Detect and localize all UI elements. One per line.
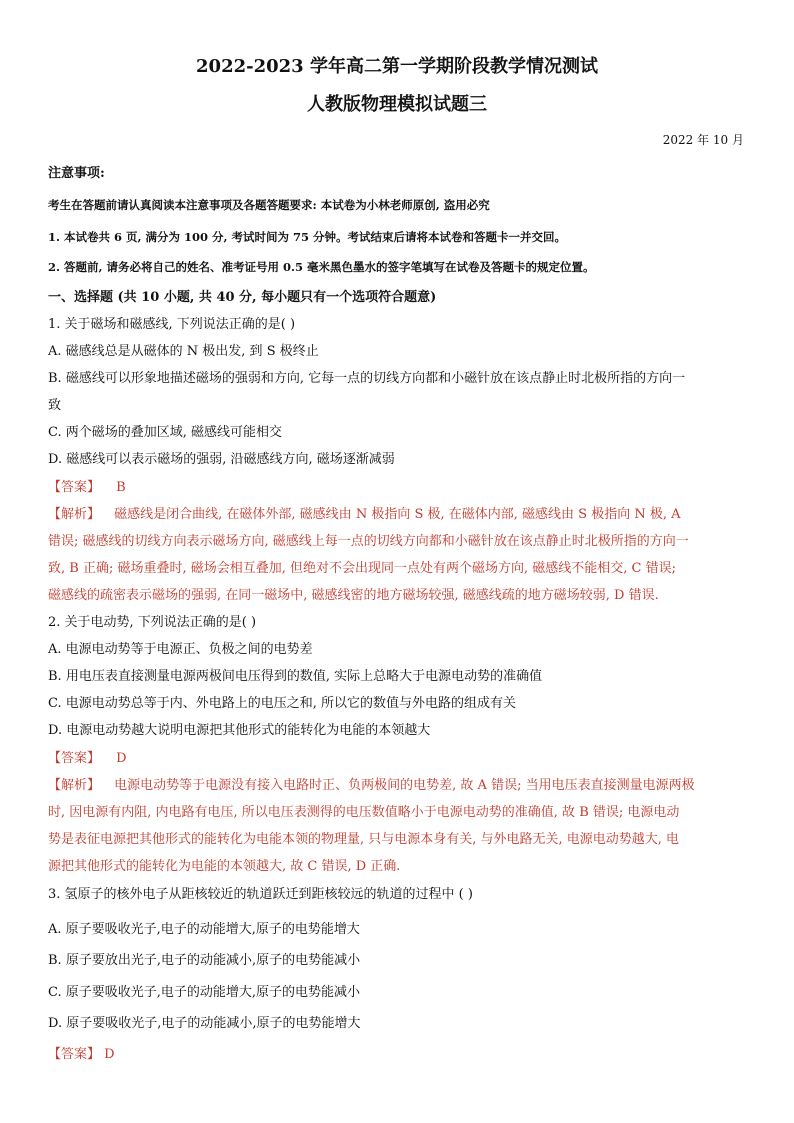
q1-analysis-line1 xyxy=(48,506,748,524)
q3-option-b: B. 原子要放出光子,电子的动能减小,原子的电势能减小 xyxy=(48,953,361,968)
q2-analysis-line2: 时, 因电源有内阻, 内电路有电压, 所以电压表测得的电压数值略小于电源电动势的准确值, 故 B 错误; 电源电动 xyxy=(48,805,680,820)
notice-line-2: 2. 答题前, 请务必将自己的姓名、准考证号用 0.5 毫米黑色墨水的签字笔填写在试卷及答题卡的规定位置。 xyxy=(48,260,595,274)
q1-stem: 1. 关于磁场和磁感线, 下列说法正确的是( ) xyxy=(48,317,296,332)
q1-option-b-line1: B. 磁感线可以形象地描述磁场的强弱和方向, 它每一点的切线方向都和小磁针放在该点静止时北极所指的方向一 xyxy=(48,371,686,386)
analysis-label: 【解析】 xyxy=(48,778,101,793)
answer-label: 【答案】 xyxy=(48,480,101,495)
q1-option-a: A. 磁感线总是从磁体的 N 极出发, 到 S 极终止 xyxy=(48,344,319,359)
notice-line-1: 1. 本试卷共 6 页, 满分为 100 分, 考试时间为 75 分钟。考试结束后请将本试卷和答题卡一并交回。 xyxy=(48,230,567,244)
q3-option-c: C. 原子要吸收光子,电子的动能增大,原子的电势能减小 xyxy=(48,985,361,1000)
q1-option-d: D. 磁感线可以表示磁场的强弱, 沿磁感线方向, 磁场逐渐减弱 xyxy=(48,452,395,467)
section-heading: 一、选择题 (共 10 小题, 共 40 分, 每小题只有一个选项符合题意) xyxy=(48,290,437,305)
q3-option-a: A. 原子要吸收光子,电子的动能增大,原子的电势能增大 xyxy=(48,922,360,937)
q2-analysis-line3: 势是表征电源把其他形式的能转化为电能本领的物理量, 只与电源本身有关, 与外电路无关, 电源电动势越大, 电 xyxy=(48,832,680,847)
q1-analysis-line3: 致, B 正确; 磁场重叠时, 磁场会相互叠加, 但绝对不会出现同一点处有两个磁场方向, 磁感线不能相交, C 错误; xyxy=(48,561,676,576)
answer-label: 【答案】 xyxy=(48,1047,101,1062)
exam-title: 2022-2023 学年高二第一学期阶段教学情况测试 xyxy=(196,56,598,77)
q3-option-d: D. 原子要吸收光子,电子的动能减小,原子的电势能增大 xyxy=(48,1016,361,1031)
q2-option-b: B. 用电压表直接测量电源两极间电压得到的数值, 实际上总略大于电源电动势的准确值 xyxy=(48,669,543,684)
analysis-label: 【解析】 xyxy=(48,507,101,522)
answer-value: B xyxy=(116,480,126,495)
q1-option-b-line2: 致 xyxy=(48,398,62,413)
q3-answer xyxy=(48,1046,748,1064)
q2-option-c: C. 电源电动势总等于内、外电路上的电压之和, 所以它的数值与外电路的组成有关 xyxy=(48,696,517,711)
q1-analysis-line4: 磁感线的疏密表示磁场的强弱, 在同一磁场中, 磁感线密的地方磁场较强, 磁感线疏的地方磁场较弱, D 错误. xyxy=(48,588,659,603)
q3-stem: 3. 氢原子的核外电子从距核较近的轨道跃迁到距核较远的轨道的过程中 ( ) xyxy=(48,887,473,902)
answer-label: 【答案】 xyxy=(48,751,101,766)
notice-heading: 注意事项: xyxy=(48,166,105,181)
q2-option-a: A. 电源电动势等于电源正、负极之间的电势差 xyxy=(48,642,313,657)
q1-answer xyxy=(48,479,748,497)
answer-value: D xyxy=(104,1047,115,1062)
q1-option-c: C. 两个磁场的叠加区域, 磁感线可能相交 xyxy=(48,425,283,440)
exam-subtitle: 人教版物理模拟试题三 xyxy=(307,94,487,115)
analysis-text: 电源电动势等于电源没有接入电路时正、负两极间的电势差, 故 A 错误; 当用电压表直接测量电源两极 xyxy=(114,778,695,793)
q2-option-d: D. 电源电动势越大说明电源把其他形式的能转化为电能的本领越大 xyxy=(48,723,431,738)
q2-answer xyxy=(48,750,748,768)
analysis-text: 磁感线是闭合曲线, 在磁体外部, 磁感线由 N 极指向 S 极, 在磁体内部, 磁感线由 S 极指向 N 极, A xyxy=(114,507,681,522)
q2-analysis-line4: 源把其他形式的能转化为电能的本领越大, 故 C 错误, D 正确. xyxy=(48,859,401,874)
q1-analysis-line2: 错误; 磁感线的切线方向表示磁场方向, 磁感线上每一点的切线方向都和小磁针放在该点静止时北极所指的方向一 xyxy=(48,534,689,549)
exam-date: 2022 年 10 月 xyxy=(662,133,744,147)
notice-line-0: 考生在答题前请认真阅读本注意事项及各题答题要求: 本试卷为小林老师原创, 盗用必究 xyxy=(48,198,490,212)
q2-stem: 2. 关于电动势, 下列说法正确的是( ) xyxy=(48,615,257,630)
answer-value: D xyxy=(116,751,127,766)
q2-analysis-line1 xyxy=(48,777,748,795)
